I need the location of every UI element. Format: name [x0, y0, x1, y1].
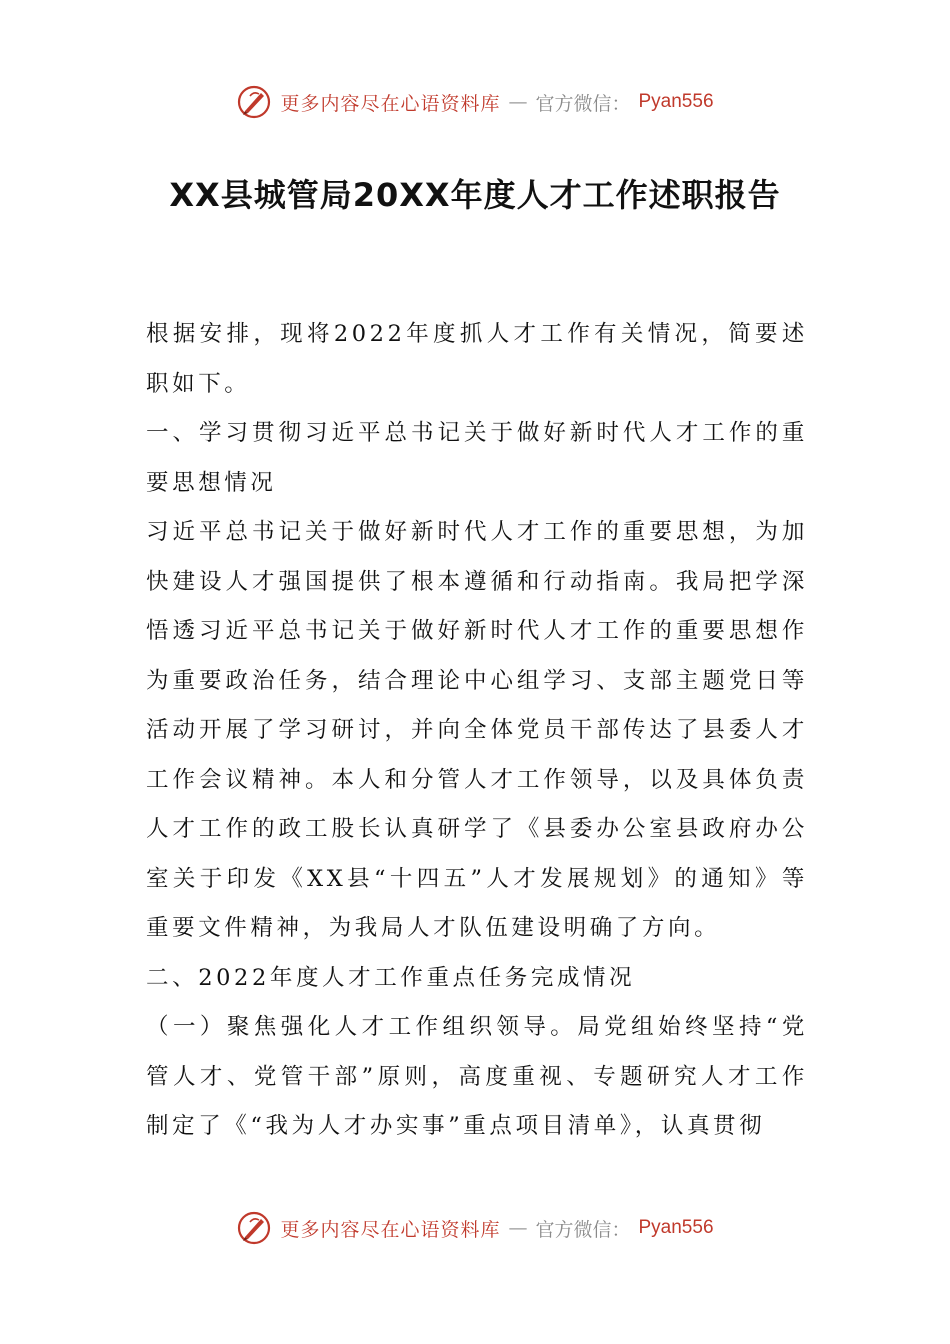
- watermark-dash: —: [508, 91, 528, 113]
- watermark-wechat-id: Pyan556: [638, 1217, 714, 1238]
- pen-logo-icon: [236, 84, 272, 120]
- watermark-wechat-id: Pyan556: [638, 91, 714, 112]
- document-title: XX县城管局20XX年度人才工作述职报告: [169, 176, 781, 214]
- paragraph-intro: 根据安排，现将2022年度抓人才工作有关情况，简要述职如下。: [146, 321, 808, 397]
- watermark-text: 更多内容尽在心语资料库: [280, 92, 501, 115]
- document-body: [146, 310, 808, 1152]
- pen-logo-icon: [236, 1210, 272, 1246]
- watermark-text: 更多内容尽在心语资料库: [280, 1218, 501, 1241]
- heading-section-2: 二、2022年度人才工作重点任务完成情况: [146, 964, 636, 991]
- paragraph-section-1: 习近平总书记关于做好新时代人才工作的重要思想，为加快建设人才强国提供了根本遵循和行动指南。我局把学深悟透习近平总书记关于做好新时代人才工作的重要思想作为重要政治任务，结合理论中心组学习、支部主题党日等活动开展了学习研讨，并向全体党员干部传达了县委人才工作会议精神。本人和分管人才工作领导，以及具体负责人才工作的政工股长认真研学了《县委办公室县政府办公室关于印发《XX县“十四五”人才发展规划》的通知》等重要文件精神，为我局人才队伍建设明确了方向。: [146, 519, 808, 941]
- heading-section-1: 一、学习贯彻习近平总书记关于做好新时代人才工作的重要思想情况: [146, 420, 808, 496]
- watermark-header: [0, 80, 950, 124]
- watermark-dash: —: [508, 1217, 528, 1239]
- watermark-official-label: 官方微信：: [535, 92, 631, 115]
- watermark-footer: [0, 1206, 950, 1250]
- watermark-official-label: 官方微信：: [535, 1218, 631, 1241]
- paragraph-section-2-1: （一）聚焦强化人才工作组织领导。局党组始终坚持“党管人才、党管干部”原则，高度重视、专题研究人才工作制定了《“我为人才办实事”重点项目清单》，认真贯彻: [146, 1014, 808, 1139]
